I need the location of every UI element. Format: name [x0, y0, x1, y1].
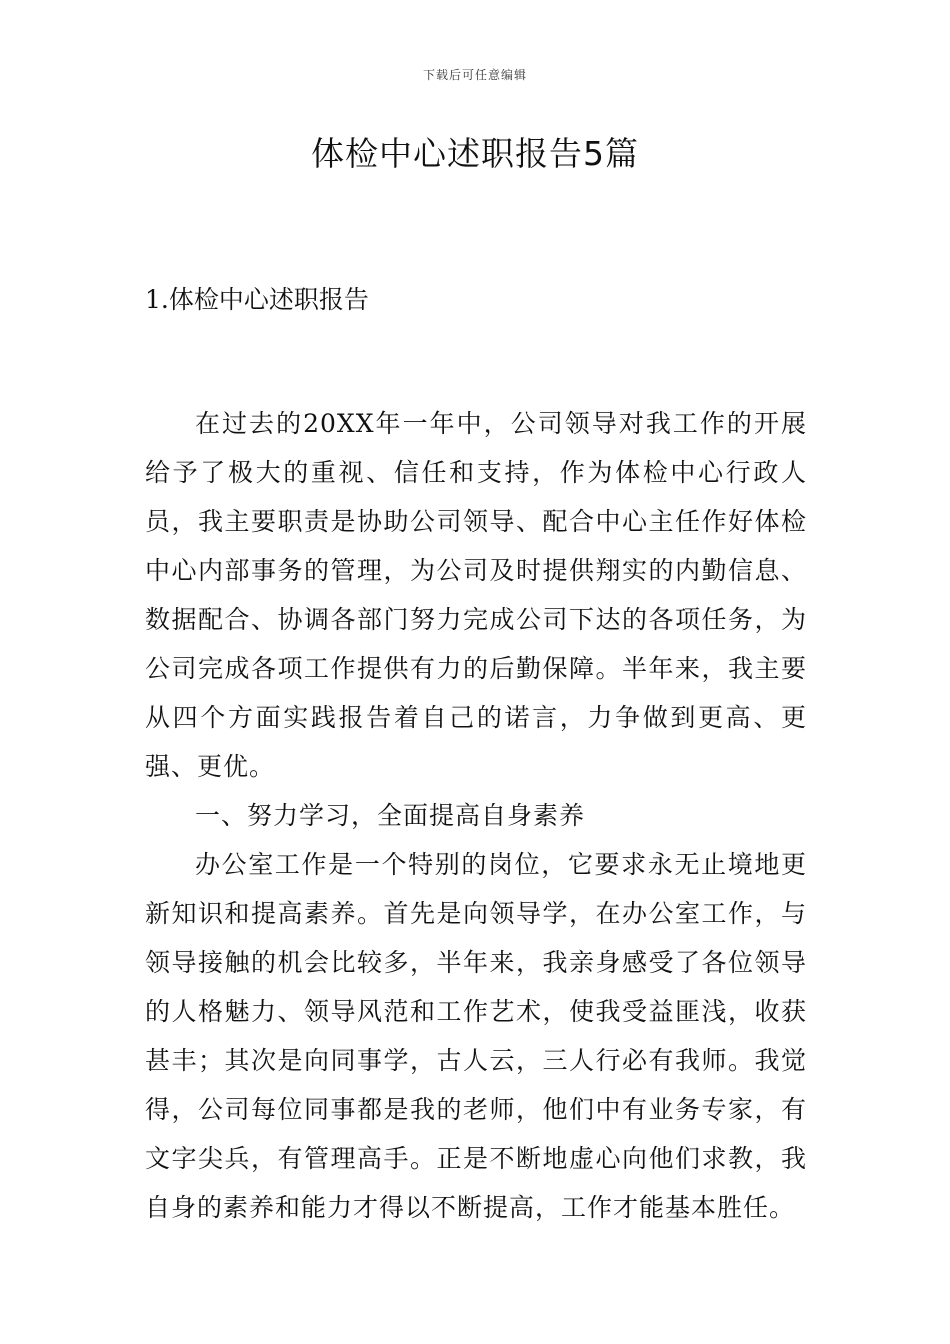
document-title: 体检中心述职报告5篇 [311, 134, 639, 173]
header-note: 下载后可任意编辑 [422, 68, 527, 82]
paragraph-intro: 在过去的20XX年一年中，公司领导对我工作的开展给予了极大的重视、信任和支持，作为体检中心行政人员，我主要职责是协助公司领导、配合中心主任作好体检中心内部事务的管理，为公司及时提供翔实的内勤信息、数据配合、协调各部门努力完成公司下达的各项任务，为公司完成各项工作提供有力的后勤保障。半年来，我主要从四个方面实践报告着自己的诺言，力争做到更高、更强、更优。 [145, 409, 807, 781]
subheading-study: 一、努力学习，全面提高自身素养 [195, 801, 586, 830]
document-body [145, 282, 807, 1232]
section-heading: 1.体检中心述职报告 [145, 285, 369, 314]
section-spacer [145, 318, 807, 399]
paragraph-study: 办公室工作是一个特别的岗位，它要求永无止境地更新知识和提高素养。首先是向领导学，在办公室工作，与领导接触的机会比较多，半年来，我亲身感受了各位领导的人格魅力、领导风范和工作艺术，使我受益匪浅，收获甚丰；其次是向同事学，古人云，三人行必有我师。我觉得，公司每位同事都是我的老师，他们中有业务专家，有文字尖兵，有管理高手。正是不断地虚心向他们求教，我自身的素养和能力才得以不断提高，工作才能基本胜任。 [145, 850, 807, 1222]
